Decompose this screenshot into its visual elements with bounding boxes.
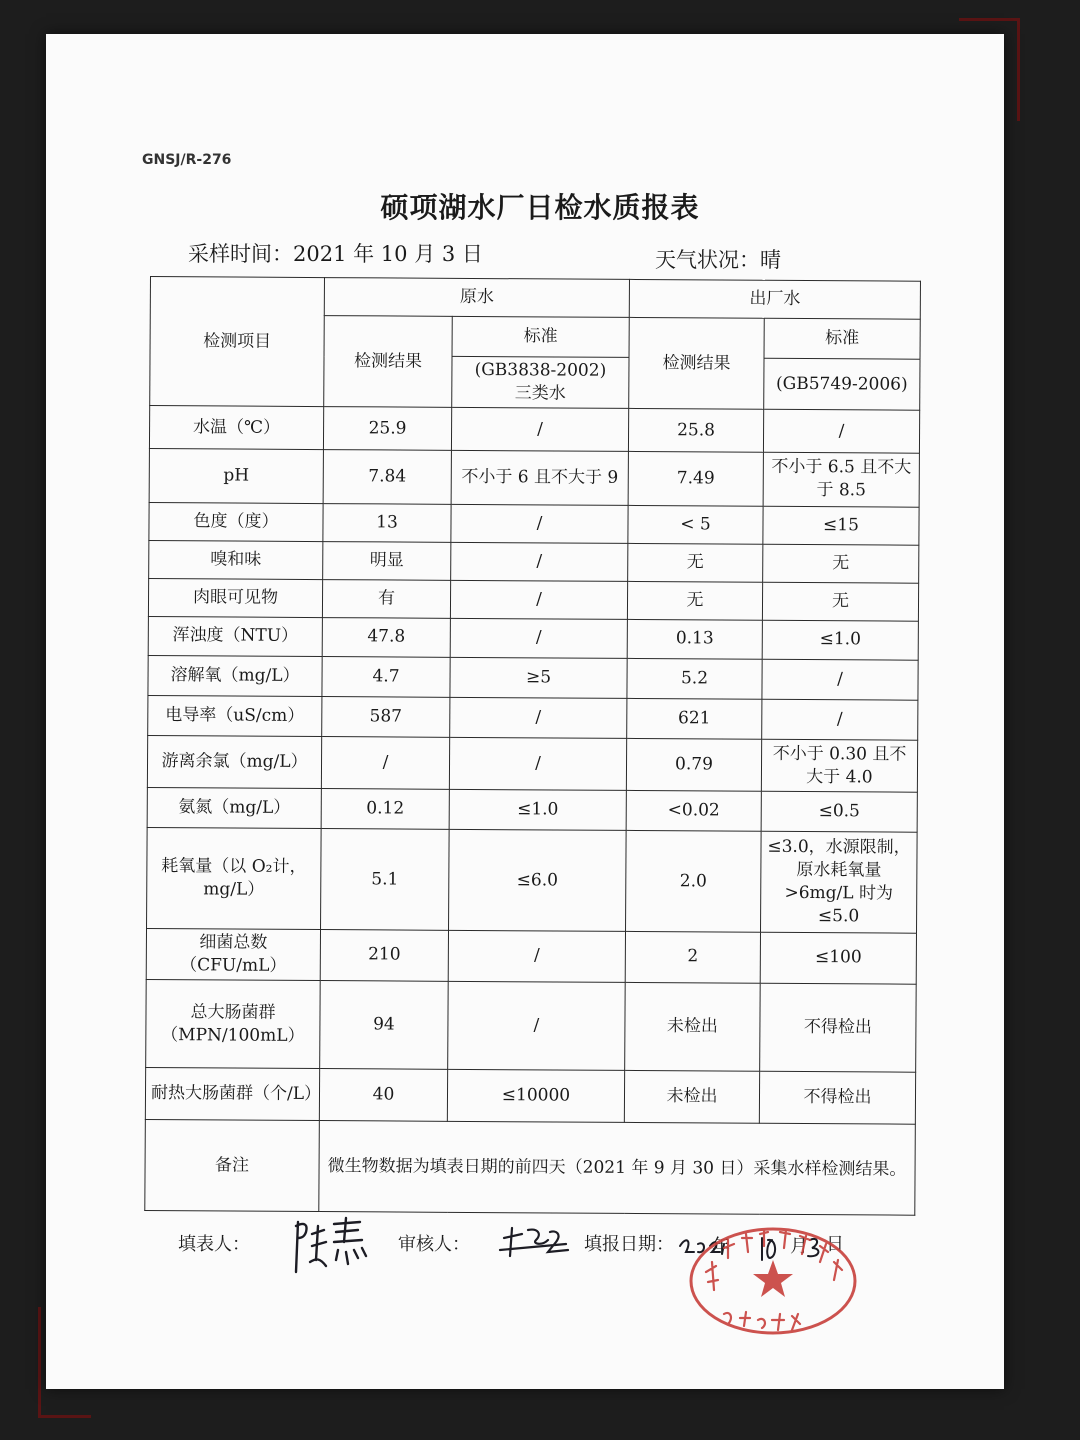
raw-standard: / bbox=[451, 408, 628, 451]
weather-label: 天气状况： bbox=[655, 248, 760, 272]
header-item: 检测项目 bbox=[150, 277, 325, 407]
plant-result: 5.2 bbox=[627, 658, 762, 699]
raw-result: 210 bbox=[320, 929, 448, 981]
raw-result: 13 bbox=[323, 503, 451, 542]
row-item: 嗅和味 bbox=[149, 541, 323, 580]
raw-standard: ≤10000 bbox=[447, 1070, 624, 1123]
table-row bbox=[148, 695, 918, 740]
plant-standard: ≤1.0 bbox=[762, 621, 918, 660]
filler-label: 填表人： bbox=[178, 1234, 250, 1255]
sampling-time-label: 采样时间： bbox=[188, 242, 293, 266]
plant-standard: ≤3.0，水源限制，原水耗氧量>6mg/L 时为≤5.0 bbox=[761, 832, 918, 933]
raw-result: 明显 bbox=[323, 542, 451, 581]
plant-result: 无 bbox=[628, 543, 763, 582]
raw-standard: / bbox=[449, 737, 626, 790]
plant-result: 未检出 bbox=[625, 982, 761, 1071]
plant-result: 0.13 bbox=[627, 620, 762, 659]
date-month-char: 月 bbox=[790, 1236, 808, 1257]
remark-label: 备注 bbox=[145, 1120, 320, 1212]
header-plant-standard-code: (GB5749-2006) bbox=[764, 359, 920, 411]
report-title: 硕项湖水厂日检水质报表 bbox=[380, 191, 700, 224]
table-row bbox=[147, 828, 918, 933]
remark-row bbox=[145, 1120, 916, 1215]
raw-result: 587 bbox=[322, 696, 450, 737]
row-item: 浑浊度（NTU） bbox=[148, 617, 322, 656]
row-item: 肉眼可见物 bbox=[148, 579, 322, 618]
plant-result: 0.79 bbox=[626, 738, 761, 791]
table-row bbox=[149, 502, 919, 545]
header-plant-standard: 标准 bbox=[764, 318, 920, 359]
header-raw-standard-code bbox=[452, 357, 629, 409]
plant-standard: 不得检出 bbox=[760, 983, 917, 1072]
plant-standard: 不得检出 bbox=[759, 1071, 915, 1124]
row-item: 氨氮（mg/L） bbox=[147, 788, 321, 829]
plant-standard: / bbox=[762, 659, 918, 700]
filler-signature-strokes bbox=[296, 1218, 366, 1272]
row-item: 色度（度） bbox=[149, 502, 323, 541]
row-item: 电导率（uS/cm） bbox=[148, 695, 322, 736]
raw-standard: / bbox=[448, 930, 625, 982]
table-row bbox=[148, 617, 918, 660]
water-quality-table bbox=[144, 276, 921, 1216]
weather-value: 晴 bbox=[760, 248, 781, 272]
row-item: 水温（℃） bbox=[149, 406, 323, 449]
plant-result: 未检出 bbox=[624, 1071, 759, 1124]
plant-standard: ≤15 bbox=[763, 506, 919, 545]
plant-result: < 5 bbox=[628, 505, 763, 544]
table-row bbox=[149, 406, 919, 453]
table-row bbox=[149, 448, 919, 507]
plant-standard: / bbox=[763, 410, 919, 453]
raw-standard-code: (GB3838-2002) bbox=[474, 360, 607, 382]
table-row bbox=[148, 579, 918, 622]
raw-result: 40 bbox=[319, 1069, 447, 1122]
plant-standard: 不小于 0.30 且不大于 4.0 bbox=[761, 739, 917, 792]
row-item: 游离余氯（mg/L） bbox=[147, 735, 321, 788]
raw-standard: / bbox=[448, 981, 626, 1070]
seal-star bbox=[753, 1260, 793, 1297]
row-item: 溶解氧（mg/L） bbox=[148, 655, 322, 696]
raw-standard: / bbox=[450, 697, 627, 738]
filler-signature bbox=[290, 1212, 370, 1278]
row-item: 耗氧量（以 O₂计，mg/L） bbox=[147, 828, 322, 930]
row-item: 耐热大肠菌群（个/L） bbox=[145, 1068, 319, 1121]
raw-result: 5.1 bbox=[321, 829, 450, 930]
header-raw-result: 检测结果 bbox=[324, 316, 453, 408]
plant-standard: 不小于 6.5 且不大于 8.5 bbox=[763, 452, 919, 507]
raw-result: 47.8 bbox=[322, 618, 450, 657]
reviewer-signature bbox=[498, 1220, 570, 1260]
table-row bbox=[148, 655, 918, 700]
raw-standard: / bbox=[450, 619, 627, 658]
raw-result: 7.84 bbox=[323, 449, 451, 504]
date-day-char: 日 bbox=[826, 1234, 844, 1255]
date-year-char: 年 bbox=[712, 1236, 730, 1257]
plant-standard: ≤0.5 bbox=[761, 791, 917, 832]
row-item: pH bbox=[149, 448, 323, 503]
raw-result: 25.9 bbox=[323, 407, 451, 450]
table-row bbox=[145, 1068, 915, 1125]
plant-standard: / bbox=[762, 699, 918, 740]
plant-result: <0.02 bbox=[626, 791, 761, 832]
raw-standard-class: 三类水 bbox=[514, 383, 566, 404]
plant-result: 25.8 bbox=[628, 409, 763, 452]
plant-result: 无 bbox=[627, 582, 762, 621]
header-raw-standard: 标准 bbox=[452, 317, 629, 358]
plant-standard: 无 bbox=[763, 544, 919, 583]
sampling-time-value: 2021 年 10 月 3 日 bbox=[293, 242, 483, 266]
reviewer-label: 审核人： bbox=[398, 1234, 470, 1255]
plant-result: 2.0 bbox=[626, 831, 762, 932]
raw-result: 94 bbox=[320, 980, 449, 1069]
reviewer-signature-strokes bbox=[500, 1228, 568, 1256]
table-row bbox=[149, 541, 919, 584]
remark-text: 微生物数据为填表日期的前四天（2021 年 9 月 30 日）采集水样检测结果。 bbox=[319, 1121, 916, 1215]
raw-result: 4.7 bbox=[322, 656, 450, 697]
weather bbox=[655, 244, 781, 274]
table-row bbox=[146, 979, 917, 1072]
official-seal bbox=[688, 1226, 858, 1336]
raw-result: 有 bbox=[322, 580, 450, 619]
raw-standard: / bbox=[451, 504, 628, 543]
table-row bbox=[147, 735, 917, 792]
row-item: 细菌总数（CFU/mL） bbox=[146, 928, 320, 980]
header-plant-result: 检测结果 bbox=[629, 318, 765, 410]
raw-standard: 不小于 6 且不大于 9 bbox=[451, 450, 628, 505]
header-raw-water: 原水 bbox=[324, 278, 629, 318]
plant-result: 621 bbox=[627, 698, 762, 739]
document-number: GNSJ/R-276 bbox=[142, 152, 232, 168]
raw-result: / bbox=[321, 736, 449, 789]
raw-standard: ≥5 bbox=[450, 657, 627, 698]
report-date-label: 填报日期： bbox=[584, 1234, 674, 1255]
plant-result: 7.49 bbox=[628, 451, 763, 506]
raw-standard: / bbox=[450, 581, 627, 620]
plant-standard: 无 bbox=[762, 582, 918, 621]
table-header-row bbox=[150, 277, 920, 320]
table-row bbox=[147, 788, 917, 833]
plant-result: 2 bbox=[625, 931, 760, 983]
raw-standard: ≤6.0 bbox=[449, 830, 627, 932]
row-item: 总大肠菌群（MPN/100mL） bbox=[146, 979, 321, 1068]
raw-standard: / bbox=[451, 542, 628, 581]
header-plant-water: 出厂水 bbox=[629, 279, 920, 319]
raw-standard: ≤1.0 bbox=[449, 789, 626, 830]
raw-result: 0.12 bbox=[321, 789, 449, 830]
table-row bbox=[146, 928, 916, 984]
sampling-time bbox=[188, 238, 483, 268]
plant-standard: ≤100 bbox=[760, 932, 916, 984]
